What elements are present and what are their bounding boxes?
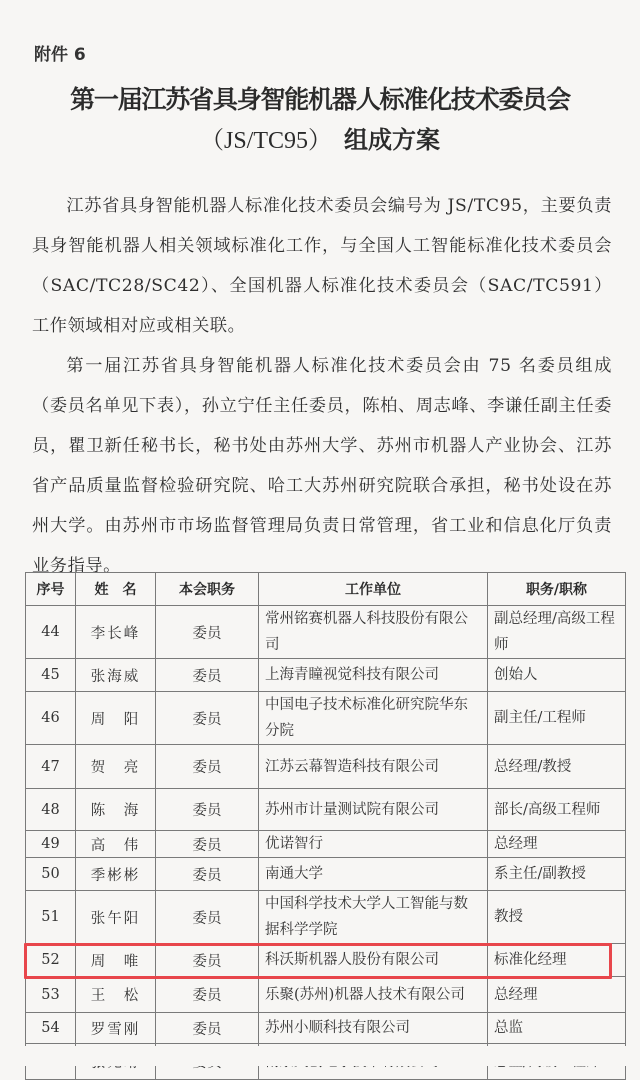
row-number: 46 [26,692,76,745]
table-row [26,659,626,692]
member-name: 张午阳 [76,891,156,944]
table-row [26,789,626,831]
paragraph-intro: 江苏省具身智能机器人标准化技术委员会编号为 JS/TC95，主要负责具身智能机器人相关领域标准化工作，与全国人工智能标准化技术委员会（SAC/TC28/SC42）、全国机器人标准化技术委员会（SAC/TC591）工作领域相对应或相关联。 [32,196,612,336]
work-unit: 优诺智行 [259,831,488,858]
work-unit: 江苏云幕智造科技有限公司 [259,745,488,789]
table-row [26,891,626,944]
paragraph-composition: 第一届江苏省具身智能机器人标准化技术委员会由 75 名委员组成（委员名单见下表），孙立宁任主任委员，陈柏、周志峰、李谦任副主任委员，瞿卫新任秘书长，秘书处由苏州大学、苏州市机器人产业协会、江苏省产品质量监督检验研究院、哈工大苏州研究院联合承担，秘书处设在苏州大学。由苏州市市场监督管理局负责日常管理，省工业和信息化厅负责业务指导。 [32,356,612,576]
committee-role: 委员 [156,789,259,831]
header-org: 工作单位 [259,573,488,606]
table-row [26,858,626,891]
work-unit: 中国电子技术标准化研究院华东分院 [259,692,488,745]
table-row [26,831,626,858]
work-unit: 乐聚(苏州)机器人技术有限公司 [259,977,488,1013]
work-unit: 上海青瞳视觉科技有限公司 [259,659,488,692]
subtitle-text: 组成方案 [344,125,441,154]
row-number: 45 [26,659,76,692]
member-name: 周 阳 [76,692,156,745]
job-title: 部长/高级工程师 [488,789,626,831]
header-role: 本会职务 [156,573,259,606]
member-name: 季彬彬 [76,858,156,891]
row-number: 50 [26,858,76,891]
work-unit: 科沃斯机器人股份有限公司 [259,944,488,977]
header-no: 序号 [26,573,76,606]
member-table [25,572,626,1080]
job-title: 标准化经理 [488,944,626,977]
work-unit: 南通大学 [259,858,488,891]
table-row [26,745,626,789]
row-number: 48 [26,789,76,831]
member-name: 周 唯 [76,944,156,977]
committee-role: 委员 [156,606,259,659]
row-number: 52 [26,944,76,977]
table-header-row [26,573,626,606]
committee-role: 委员 [156,692,259,745]
committee-role: 委员 [156,944,259,977]
table-row [26,944,626,977]
committee-role: 委员 [156,891,259,944]
job-title: 总经理 [488,977,626,1013]
job-title: 副主任/工程师 [488,692,626,745]
body-text [32,186,612,586]
work-unit: 常州铭赛机器人科技股份有限公司 [259,606,488,659]
member-name: 李长峰 [76,606,156,659]
row-number: 54 [26,1013,76,1044]
document-subtitle [0,120,640,155]
job-title: 总监 [488,1013,626,1044]
member-name: 罗雪刚 [76,1013,156,1044]
committee-role: 委员 [156,659,259,692]
row-number: 53 [26,977,76,1013]
committee-role: 委员 [156,831,259,858]
attachment-label: 附件 6 [34,45,86,65]
committee-role: 委员 [156,858,259,891]
table-row [26,1013,626,1044]
committee-role: 委员 [156,1013,259,1044]
row-number: 44 [26,606,76,659]
work-unit: 苏州市计量测试院有限公司 [259,789,488,831]
table-row [26,606,626,659]
member-name: 张海威 [76,659,156,692]
committee-code: （JS/TC95） [199,128,333,154]
member-name: 高 伟 [76,831,156,858]
member-name: 王 松 [76,977,156,1013]
committee-role: 委员 [156,977,259,1013]
member-name: 陈 海 [76,789,156,831]
table-row-highlighted [26,977,626,1013]
row-number: 49 [26,831,76,858]
job-title: 副总经理/高级工程师 [488,606,626,659]
table-row [26,692,626,745]
page-bottom-margin [24,1046,626,1066]
job-title: 总经理 [488,831,626,858]
document-title: 第一届江苏省具身智能机器人标准化技术委员会 [70,85,570,114]
job-title: 创始人 [488,659,626,692]
row-number: 51 [26,891,76,944]
job-title: 总经理/教授 [488,745,626,789]
header-name: 姓 名 [76,573,156,606]
job-title: 教授 [488,891,626,944]
row-number: 47 [26,745,76,789]
work-unit: 中国科学技术大学人工智能与数据科学学院 [259,891,488,944]
committee-role: 委员 [156,745,259,789]
header-title: 职务/职称 [488,573,626,606]
member-name: 贺 亮 [76,745,156,789]
work-unit: 苏州小顺科技有限公司 [259,1013,488,1044]
job-title: 系主任/副教授 [488,858,626,891]
